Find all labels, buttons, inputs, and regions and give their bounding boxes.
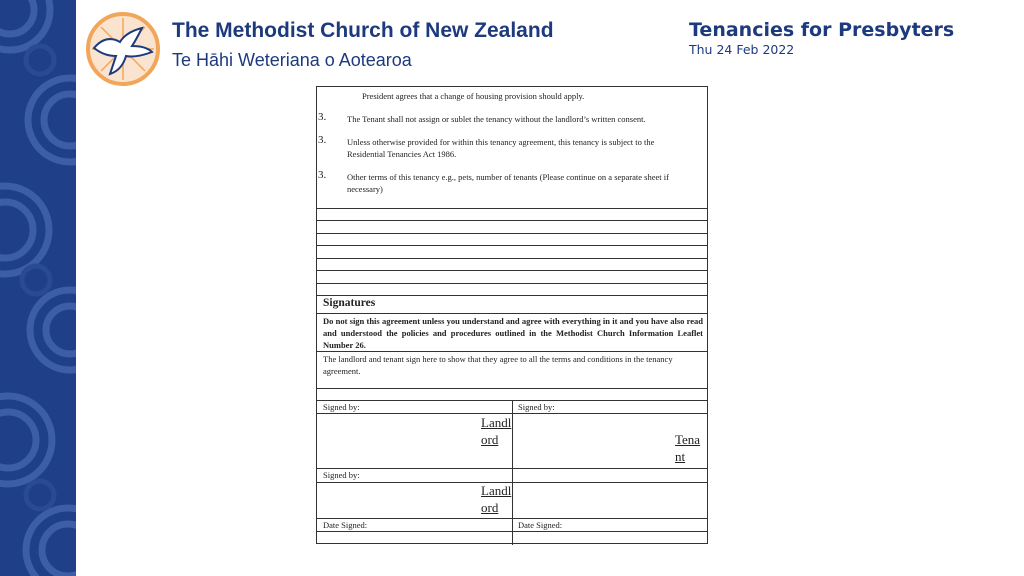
- organisation-name-maori: Te Hāhi Weteriana o Aotearoa: [172, 50, 412, 70]
- rule-line: [317, 388, 707, 389]
- clause-number: 3.: [318, 134, 327, 146]
- rule-line: [317, 245, 707, 246]
- rule-line: [317, 531, 707, 532]
- clause-text: The Tenant shall not assign or sublet the tenancy without the landlord’s written consent.: [347, 114, 646, 124]
- rule-line: [317, 518, 707, 519]
- koru-pattern: [0, 0, 76, 576]
- rule-line: [317, 258, 707, 259]
- rule-line: [317, 208, 707, 209]
- rule-line: [317, 283, 707, 284]
- tenant-signed-by-label: Signed by:: [518, 402, 555, 412]
- rule-line: [317, 233, 707, 234]
- rule-line: [317, 295, 707, 296]
- tenancy-agreement-page: [316, 86, 708, 544]
- rule-line: [317, 351, 707, 352]
- rule-line: [317, 468, 707, 469]
- rule-line: [317, 313, 707, 314]
- second-landlord-role-label: Landl ord: [481, 483, 512, 515]
- signature-intro: The landlord and tenant sign here to show that they agree to all the terms and conditions in the tenancy agreement.: [323, 354, 673, 376]
- signatures-heading: Signatures: [323, 297, 376, 309]
- second-landlord-signed-by-label: Signed by:: [323, 470, 360, 480]
- landlord-date-signed-label: Date Signed:: [323, 520, 368, 530]
- rule-line: [317, 220, 707, 221]
- clause-text: Unless otherwise provided for within this tenancy agreement, this tenancy is subject to the Residential Tenancies Act 1986.: [347, 137, 655, 159]
- tenant-role-label: Tena nt: [675, 432, 701, 464]
- decorative-side-band: [0, 0, 76, 576]
- rule-line: [317, 270, 707, 271]
- clause-text: Other terms of this tenancy e.g., pets, number of tenants (Please continue on a separate sheet if necessary): [347, 172, 669, 194]
- methodist-church-logo: [86, 12, 160, 86]
- page-title: Tenancies for Presbyters: [689, 19, 955, 41]
- landlord-role-label: Landl ord: [481, 415, 512, 447]
- tenant-date-signed-label: Date Signed:: [518, 520, 563, 530]
- clause-number: 3.: [318, 111, 327, 123]
- signature-warning: Do not sign this agreement unless you understand and agree with everything in it and you have also read and understood the policies and procedures outlined in the Methodist Church Information Leaflet Number 26.: [323, 316, 703, 350]
- landlord-signed-by-label: Signed by:: [323, 402, 360, 412]
- page-date: Thu 24 Feb 2022: [689, 42, 795, 57]
- clause-number: 3.: [318, 169, 327, 181]
- organisation-name: The Methodist Church of New Zealand: [172, 19, 554, 42]
- top-line-text: President agrees that a change of housing provision should apply.: [362, 91, 585, 101]
